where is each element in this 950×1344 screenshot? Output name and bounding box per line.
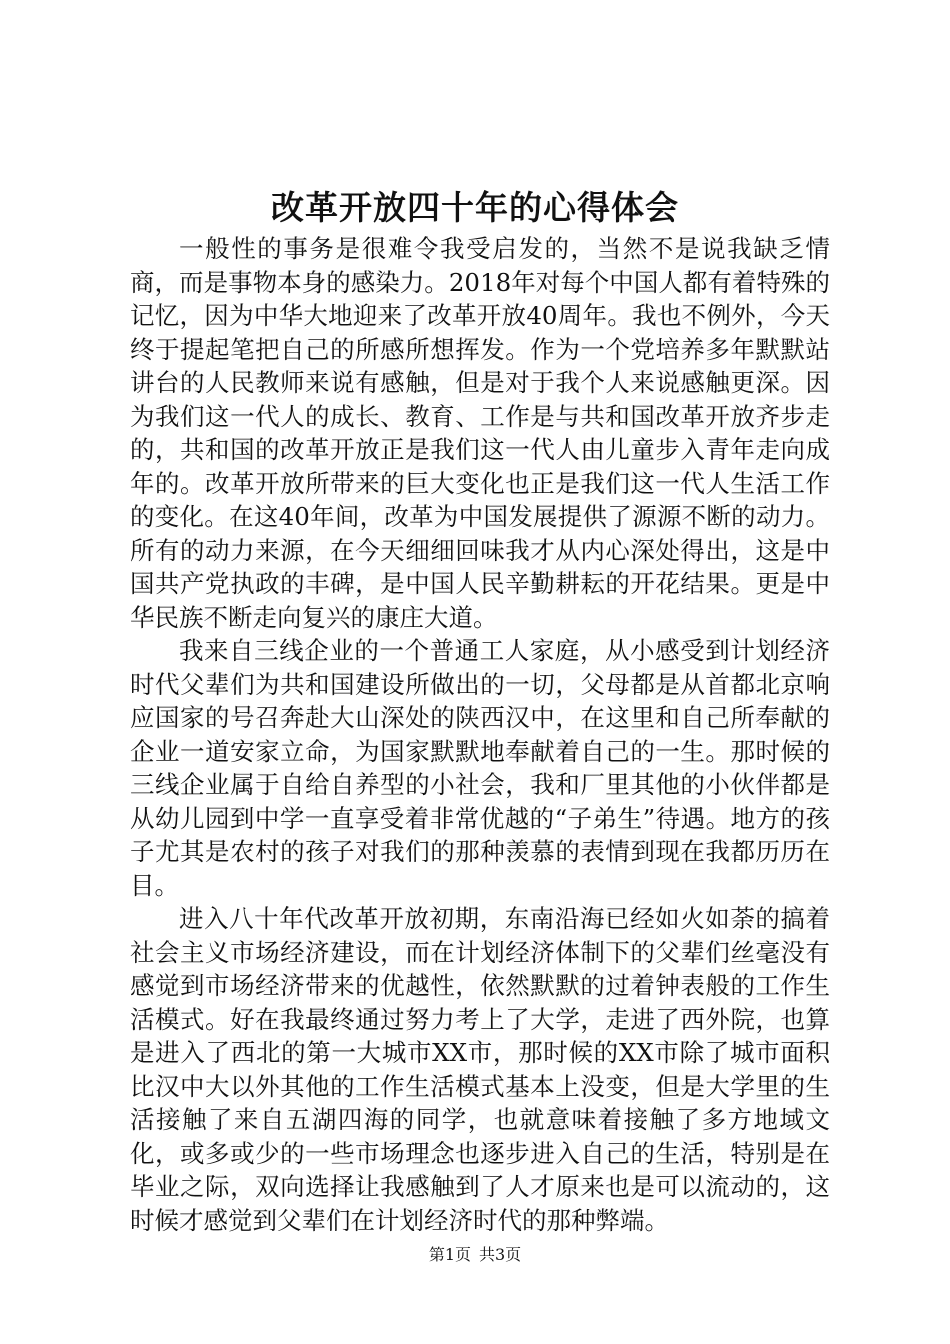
page-footer — [0, 1244, 950, 1266]
document-body — [130, 232, 830, 1237]
paragraph: 一般性的事务是很难令我受启发的，当然不是说我缺乏情商，而是事物本身的感染力。2018年对每个中国人都有着特殊的记忆，因为中华大地迎来了改革开放40周年。我也不例外，今天终于提起笔把自己的所感所想挥发。作为一个党培养多年默默站讲台的人民教师来说有感触，但是对于我个人来说感触更深。因为我们这一代人的成长、教育、工作是与共和国改革开放齐步走的，共和国的改革开放正是我们这一代人由儿童步入青年走向成年的。改革开放所带来的巨大变化也正是我们这一代人生活工作的变化。在这40年间，改革为中国发展提供了源源不断的动力。所有的动力来源，在今天细细回味我才从内心深处得出，这是中国共产党执政的丰碑，是中国人民辛勤耕耘的开花结果。更是中华民族不断走向复兴的康庄大道。 — [130, 234, 830, 632]
page-number: 第1页 — [428, 1245, 471, 1264]
document-title: 改革开放四十年的心得体会 — [271, 188, 679, 227]
paragraph: 进入八十年代改革开放初期，东南沿海已经如火如荼的搞着社会主义市场经济建设，而在计划经济体制下的父辈们丝毫没有感觉到市场经济带来的优越性，依然默默的过着钟表般的工作生活模式。好在我最终通过努力考上了大学，走进了西外院，也算是进入了西北的第一大城市XX市，那时候的XX市除了城市面积比汉中大以外其他的工作生活模式基本上没变，但是大学里的生活接触了来自五湖四海的同学，也就意味着接触了多方地域文化，或多或少的一些市场理念也逐步进入自己的生活，特别是在毕业之际，双向选择让我感触到了人才原来也是可以流动的，这时候才感觉到父辈们在计划经济时代的那种弊端。 — [130, 904, 830, 1235]
paragraph: 我来自三线企业的一个普通工人家庭，从小感受到计划经济时代父辈们为共和国建设所做出的一切，父母都是从首都北京响应国家的号召奔赴大山深处的陕西汉中，在这里和自己所奉献的企业一道安家立命，为国家默默地奉献着自己的一生。那时候的三线企业属于自给自养型的小社会，我和厂里其他的小伙伴都是从幼儿园到中学一直享受着非常优越的“子弟生”待遇。地方的孩子尤其是农村的孩子对我们的那种羡慕的表情到现在我都历历在目。 — [130, 636, 830, 900]
page-total: 共3页 — [479, 1245, 522, 1264]
